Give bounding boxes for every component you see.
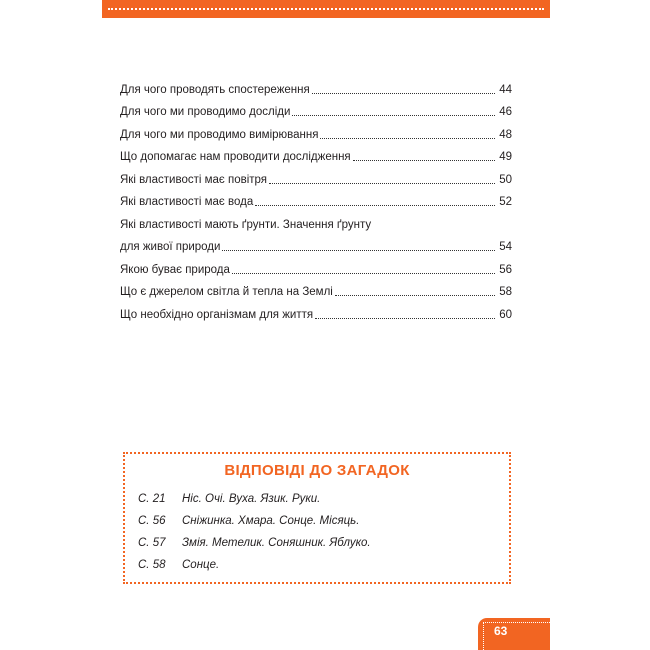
toc-leader-dots	[222, 250, 495, 251]
toc-entry-title-continued: для живої природи	[120, 241, 221, 253]
answer-page-ref: С. 57	[138, 537, 166, 549]
answer-page-ref: С. 58	[138, 559, 166, 571]
toc-entry-title: Що допомагає нам проводити дослідження	[120, 151, 351, 163]
toc-leader-dots	[292, 115, 495, 116]
toc-entry[interactable]	[120, 254, 512, 277]
toc-leader-dots	[320, 138, 495, 139]
toc-leader-dots	[335, 295, 495, 296]
riddle-answers-title: ВІДПОВІДІ ДО ЗАГАДОК	[224, 462, 410, 479]
toc-entry-title: Які властивості має повітря	[120, 173, 268, 186]
toc-leader-dots	[269, 183, 495, 184]
answer-text: Змія. Метелик. Соняшник. Яблуко.	[182, 537, 371, 549]
toc-entry-title: Що необхідно організмам для життя	[120, 308, 314, 321]
badge-stitch	[483, 622, 484, 650]
badge-stitch	[483, 622, 550, 623]
toc-entry-title: Для чого ми проводимо досліди	[120, 106, 291, 118]
top-decorative-band	[102, 0, 550, 18]
toc-entry[interactable]	[120, 187, 512, 210]
toc-leader-dots	[312, 93, 495, 94]
toc-entry[interactable]	[120, 74, 512, 97]
toc-entry-page: 48	[499, 128, 512, 141]
toc-entry-page: 50	[499, 173, 512, 186]
toc-leader-dots	[353, 160, 495, 161]
answer-text: Сніжинка. Хмара. Сонце. Місяць.	[182, 515, 360, 527]
answer-list	[125, 488, 509, 576]
toc-entry-page: 52	[499, 196, 512, 208]
toc-entry-title: Які властивості має вода	[120, 196, 254, 208]
toc-entry-page: 60	[499, 308, 512, 321]
toc-entry[interactable]	[120, 97, 512, 120]
toc-entry[interactable]	[120, 164, 512, 187]
answer-text: Сонце.	[182, 559, 220, 571]
page-number: 63	[494, 624, 508, 638]
answer-row	[138, 510, 509, 532]
answer-page-ref: С. 56	[138, 515, 166, 527]
toc-entry-title: Що є джерелом світла й тепла на Землі	[120, 286, 333, 298]
toc-entry[interactable]	[120, 119, 512, 142]
toc-entry[interactable]	[120, 299, 512, 322]
toc-entry-title: Які властивості мають ґрунти. Значення ґрунту	[120, 218, 372, 231]
toc-entry[interactable]	[120, 142, 512, 165]
answer-row	[138, 488, 509, 510]
top-band-stitch	[108, 8, 544, 10]
answer-row	[138, 554, 509, 576]
toc-entry-title: Якою буває природа	[120, 263, 230, 276]
answer-text: Ніс. Очі. Вуха. Язик. Руки.	[182, 493, 321, 505]
toc-entry-page: 56	[499, 263, 512, 276]
toc-leader-dots	[315, 318, 495, 319]
toc-entry-title: Для чого проводять спостереження	[120, 83, 310, 96]
toc-leader-dots	[232, 273, 495, 274]
riddle-answers-box	[123, 452, 511, 584]
toc-entry-page: 46	[499, 106, 512, 118]
toc-entry-title: Для чого ми проводимо вимірювання	[120, 128, 319, 141]
toc-entry[interactable]	[120, 277, 512, 300]
toc-leader-dots	[255, 205, 495, 206]
toc-entry[interactable]	[120, 209, 512, 254]
table-of-contents	[120, 74, 512, 322]
answer-page-ref: С. 21	[138, 493, 166, 505]
toc-entry-page: 54	[499, 241, 512, 253]
answer-row	[138, 532, 509, 554]
toc-entry-page: 44	[499, 83, 512, 96]
toc-entry-page: 58	[499, 286, 512, 298]
toc-entry-page: 49	[499, 151, 512, 163]
page-number-badge	[478, 618, 550, 650]
